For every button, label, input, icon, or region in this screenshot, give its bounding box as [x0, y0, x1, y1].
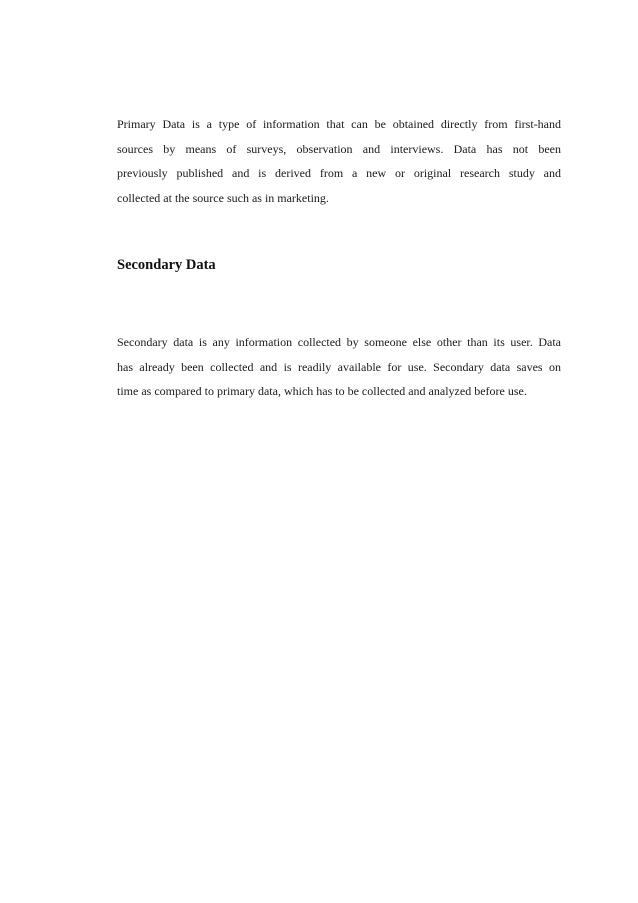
secondary-data-paragraph: [117, 330, 561, 404]
paragraph-line: Secondary data is any information collected by someone else other than its user. Data: [117, 335, 561, 349]
paragraph-line: has already been collected and is readily available for use. Secondary data saves on: [117, 359, 561, 374]
paragraph-line: Primary Data is a type of information that can be obtained directly from first-hand: [117, 117, 561, 131]
paragraph-line: time as compared to primary data, which has to be collected and analyzed before use.: [117, 384, 527, 398]
paragraph-line: sources by means of surveys, observation and interviews. Data has not been: [117, 141, 561, 156]
primary-data-paragraph: [117, 112, 561, 210]
paragraph-line: previously published and is derived from a new or original research study and: [117, 166, 561, 180]
paragraph-line: collected at the source such as in marketing.: [117, 190, 329, 205]
secondary-data-heading: Secondary Data: [117, 257, 216, 273]
